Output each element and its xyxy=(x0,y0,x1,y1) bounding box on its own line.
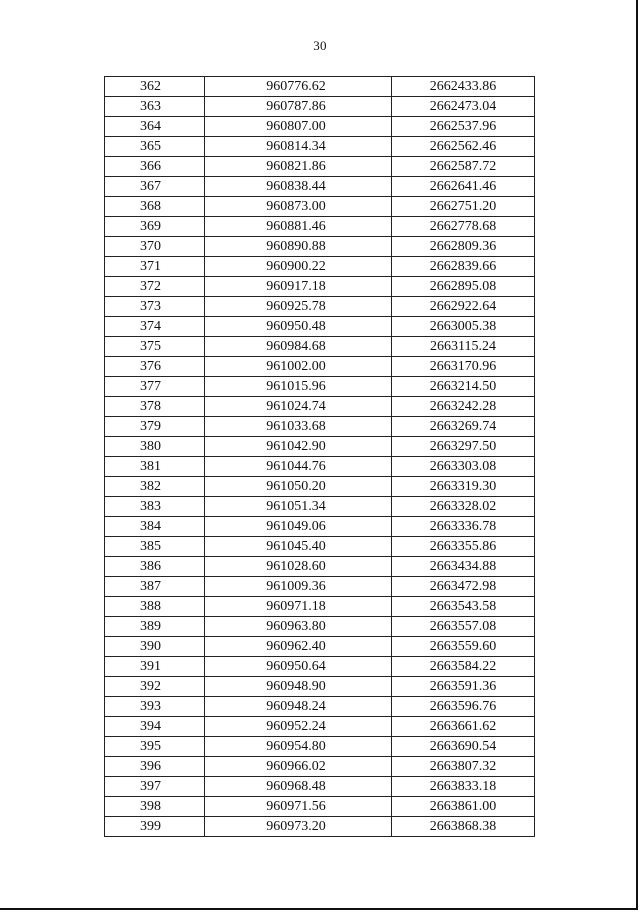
point-number-cell: 384 xyxy=(105,517,205,537)
point-number-cell: 379 xyxy=(105,417,205,437)
y-coordinate-cell: 2662562.46 xyxy=(392,137,535,157)
y-coordinate-cell: 2663690.54 xyxy=(392,737,535,757)
table-row xyxy=(105,197,535,217)
point-number-cell: 396 xyxy=(105,757,205,777)
point-number-cell: 375 xyxy=(105,337,205,357)
y-coordinate-cell: 2663115.24 xyxy=(392,337,535,357)
point-number-cell: 364 xyxy=(105,117,205,137)
point-number-cell: 389 xyxy=(105,617,205,637)
x-coordinate-cell: 960881.46 xyxy=(205,217,392,237)
x-coordinate-cell: 960776.62 xyxy=(205,77,392,97)
coordinates-table-body xyxy=(105,77,535,837)
x-coordinate-cell: 960814.34 xyxy=(205,137,392,157)
table-row xyxy=(105,277,535,297)
x-coordinate-cell: 961050.20 xyxy=(205,477,392,497)
x-coordinate-cell: 960962.40 xyxy=(205,637,392,657)
x-coordinate-cell: 960954.80 xyxy=(205,737,392,757)
y-coordinate-cell: 2663269.74 xyxy=(392,417,535,437)
y-coordinate-cell: 2662473.04 xyxy=(392,97,535,117)
point-number-cell: 399 xyxy=(105,817,205,837)
table-row xyxy=(105,397,535,417)
point-number-cell: 377 xyxy=(105,377,205,397)
x-coordinate-cell: 960821.86 xyxy=(205,157,392,177)
table-row xyxy=(105,97,535,117)
table-row xyxy=(105,117,535,137)
table-row xyxy=(105,557,535,577)
point-number-cell: 365 xyxy=(105,137,205,157)
y-coordinate-cell: 2663807.32 xyxy=(392,757,535,777)
x-coordinate-cell: 961009.36 xyxy=(205,577,392,597)
x-coordinate-cell: 961002.00 xyxy=(205,357,392,377)
table-row xyxy=(105,377,535,397)
table-row xyxy=(105,137,535,157)
table-row xyxy=(105,237,535,257)
point-number-cell: 392 xyxy=(105,677,205,697)
x-coordinate-cell: 960968.48 xyxy=(205,777,392,797)
table-row xyxy=(105,177,535,197)
x-coordinate-cell: 961028.60 xyxy=(205,557,392,577)
table-row xyxy=(105,797,535,817)
x-coordinate-cell: 960950.64 xyxy=(205,657,392,677)
point-number-cell: 390 xyxy=(105,637,205,657)
y-coordinate-cell: 2663170.96 xyxy=(392,357,535,377)
y-coordinate-cell: 2663242.28 xyxy=(392,397,535,417)
y-coordinate-cell: 2663336.78 xyxy=(392,517,535,537)
x-coordinate-cell: 960971.56 xyxy=(205,797,392,817)
table-row xyxy=(105,777,535,797)
x-coordinate-cell: 961042.90 xyxy=(205,437,392,457)
x-coordinate-cell: 960925.78 xyxy=(205,297,392,317)
y-coordinate-cell: 2663584.22 xyxy=(392,657,535,677)
table-row xyxy=(105,717,535,737)
table-row xyxy=(105,457,535,477)
point-number-cell: 366 xyxy=(105,157,205,177)
x-coordinate-cell: 960787.86 xyxy=(205,97,392,117)
x-coordinate-cell: 960838.44 xyxy=(205,177,392,197)
table-row xyxy=(105,737,535,757)
y-coordinate-cell: 2662778.68 xyxy=(392,217,535,237)
point-number-cell: 363 xyxy=(105,97,205,117)
point-number-cell: 382 xyxy=(105,477,205,497)
table-row xyxy=(105,497,535,517)
table-row xyxy=(105,337,535,357)
point-number-cell: 378 xyxy=(105,397,205,417)
table-row xyxy=(105,157,535,177)
x-coordinate-cell: 961033.68 xyxy=(205,417,392,437)
table-row xyxy=(105,537,535,557)
x-coordinate-cell: 961015.96 xyxy=(205,377,392,397)
point-number-cell: 383 xyxy=(105,497,205,517)
y-coordinate-cell: 2663303.08 xyxy=(392,457,535,477)
y-coordinate-cell: 2663472.98 xyxy=(392,577,535,597)
x-coordinate-cell: 960952.24 xyxy=(205,717,392,737)
point-number-cell: 381 xyxy=(105,457,205,477)
y-coordinate-cell: 2662433.86 xyxy=(392,77,535,97)
point-number-cell: 371 xyxy=(105,257,205,277)
point-number-cell: 395 xyxy=(105,737,205,757)
table-row xyxy=(105,317,535,337)
coordinates-table xyxy=(104,76,535,837)
page-number: 30 xyxy=(313,38,327,53)
y-coordinate-cell: 2663543.58 xyxy=(392,597,535,617)
y-coordinate-cell: 2663833.18 xyxy=(392,777,535,797)
table-row xyxy=(105,817,535,837)
x-coordinate-cell: 960900.22 xyxy=(205,257,392,277)
x-coordinate-cell: 961049.06 xyxy=(205,517,392,537)
y-coordinate-cell: 2662751.20 xyxy=(392,197,535,217)
y-coordinate-cell: 2663214.50 xyxy=(392,377,535,397)
x-coordinate-cell: 960873.00 xyxy=(205,197,392,217)
x-coordinate-cell: 960966.02 xyxy=(205,757,392,777)
point-number-cell: 386 xyxy=(105,557,205,577)
table-row xyxy=(105,417,535,437)
point-number-cell: 374 xyxy=(105,317,205,337)
y-coordinate-cell: 2662641.46 xyxy=(392,177,535,197)
table-row xyxy=(105,77,535,97)
point-number-cell: 380 xyxy=(105,437,205,457)
x-coordinate-cell: 960963.80 xyxy=(205,617,392,637)
x-coordinate-cell: 960948.90 xyxy=(205,677,392,697)
x-coordinate-cell: 961024.74 xyxy=(205,397,392,417)
point-number-cell: 370 xyxy=(105,237,205,257)
table-row xyxy=(105,697,535,717)
table-row xyxy=(105,757,535,777)
point-number-cell: 387 xyxy=(105,577,205,597)
point-number-cell: 369 xyxy=(105,217,205,237)
y-coordinate-cell: 2662839.66 xyxy=(392,257,535,277)
y-coordinate-cell: 2662537.96 xyxy=(392,117,535,137)
x-coordinate-cell: 960890.88 xyxy=(205,237,392,257)
y-coordinate-cell: 2663328.02 xyxy=(392,497,535,517)
y-coordinate-cell: 2662587.72 xyxy=(392,157,535,177)
y-coordinate-cell: 2663434.88 xyxy=(392,557,535,577)
table-row xyxy=(105,577,535,597)
table-row xyxy=(105,657,535,677)
point-number-cell: 388 xyxy=(105,597,205,617)
y-coordinate-cell: 2663861.00 xyxy=(392,797,535,817)
point-number-cell: 397 xyxy=(105,777,205,797)
x-coordinate-cell: 960984.68 xyxy=(205,337,392,357)
y-coordinate-cell: 2662895.08 xyxy=(392,277,535,297)
y-coordinate-cell: 2663559.60 xyxy=(392,637,535,657)
point-number-cell: 394 xyxy=(105,717,205,737)
x-coordinate-cell: 961045.40 xyxy=(205,537,392,557)
table-row xyxy=(105,597,535,617)
point-number-cell: 373 xyxy=(105,297,205,317)
x-coordinate-cell: 961051.34 xyxy=(205,497,392,517)
table-row xyxy=(105,297,535,317)
point-number-cell: 372 xyxy=(105,277,205,297)
table-row xyxy=(105,617,535,637)
x-coordinate-cell: 960950.48 xyxy=(205,317,392,337)
table-row xyxy=(105,517,535,537)
point-number-cell: 385 xyxy=(105,537,205,557)
x-coordinate-cell: 960948.24 xyxy=(205,697,392,717)
point-number-cell: 362 xyxy=(105,77,205,97)
point-number-cell: 398 xyxy=(105,797,205,817)
y-coordinate-cell: 2663596.76 xyxy=(392,697,535,717)
y-coordinate-cell: 2663005.38 xyxy=(392,317,535,337)
x-coordinate-cell: 960917.18 xyxy=(205,277,392,297)
y-coordinate-cell: 2663868.38 xyxy=(392,817,535,837)
x-coordinate-cell: 961044.76 xyxy=(205,457,392,477)
table-row xyxy=(105,357,535,377)
point-number-cell: 376 xyxy=(105,357,205,377)
table-row xyxy=(105,637,535,657)
table-row xyxy=(105,257,535,277)
x-coordinate-cell: 960971.18 xyxy=(205,597,392,617)
point-number-cell: 393 xyxy=(105,697,205,717)
table-row xyxy=(105,437,535,457)
y-coordinate-cell: 2663319.30 xyxy=(392,477,535,497)
y-coordinate-cell: 2663355.86 xyxy=(392,537,535,557)
y-coordinate-cell: 2662922.64 xyxy=(392,297,535,317)
table-row xyxy=(105,477,535,497)
y-coordinate-cell: 2663297.50 xyxy=(392,437,535,457)
x-coordinate-cell: 960807.00 xyxy=(205,117,392,137)
table-row xyxy=(105,677,535,697)
y-coordinate-cell: 2663557.08 xyxy=(392,617,535,637)
y-coordinate-cell: 2663591.36 xyxy=(392,677,535,697)
y-coordinate-cell: 2662809.36 xyxy=(392,237,535,257)
x-coordinate-cell: 960973.20 xyxy=(205,817,392,837)
point-number-cell: 368 xyxy=(105,197,205,217)
y-coordinate-cell: 2663661.62 xyxy=(392,717,535,737)
table-row xyxy=(105,217,535,237)
point-number-cell: 367 xyxy=(105,177,205,197)
point-number-cell: 391 xyxy=(105,657,205,677)
